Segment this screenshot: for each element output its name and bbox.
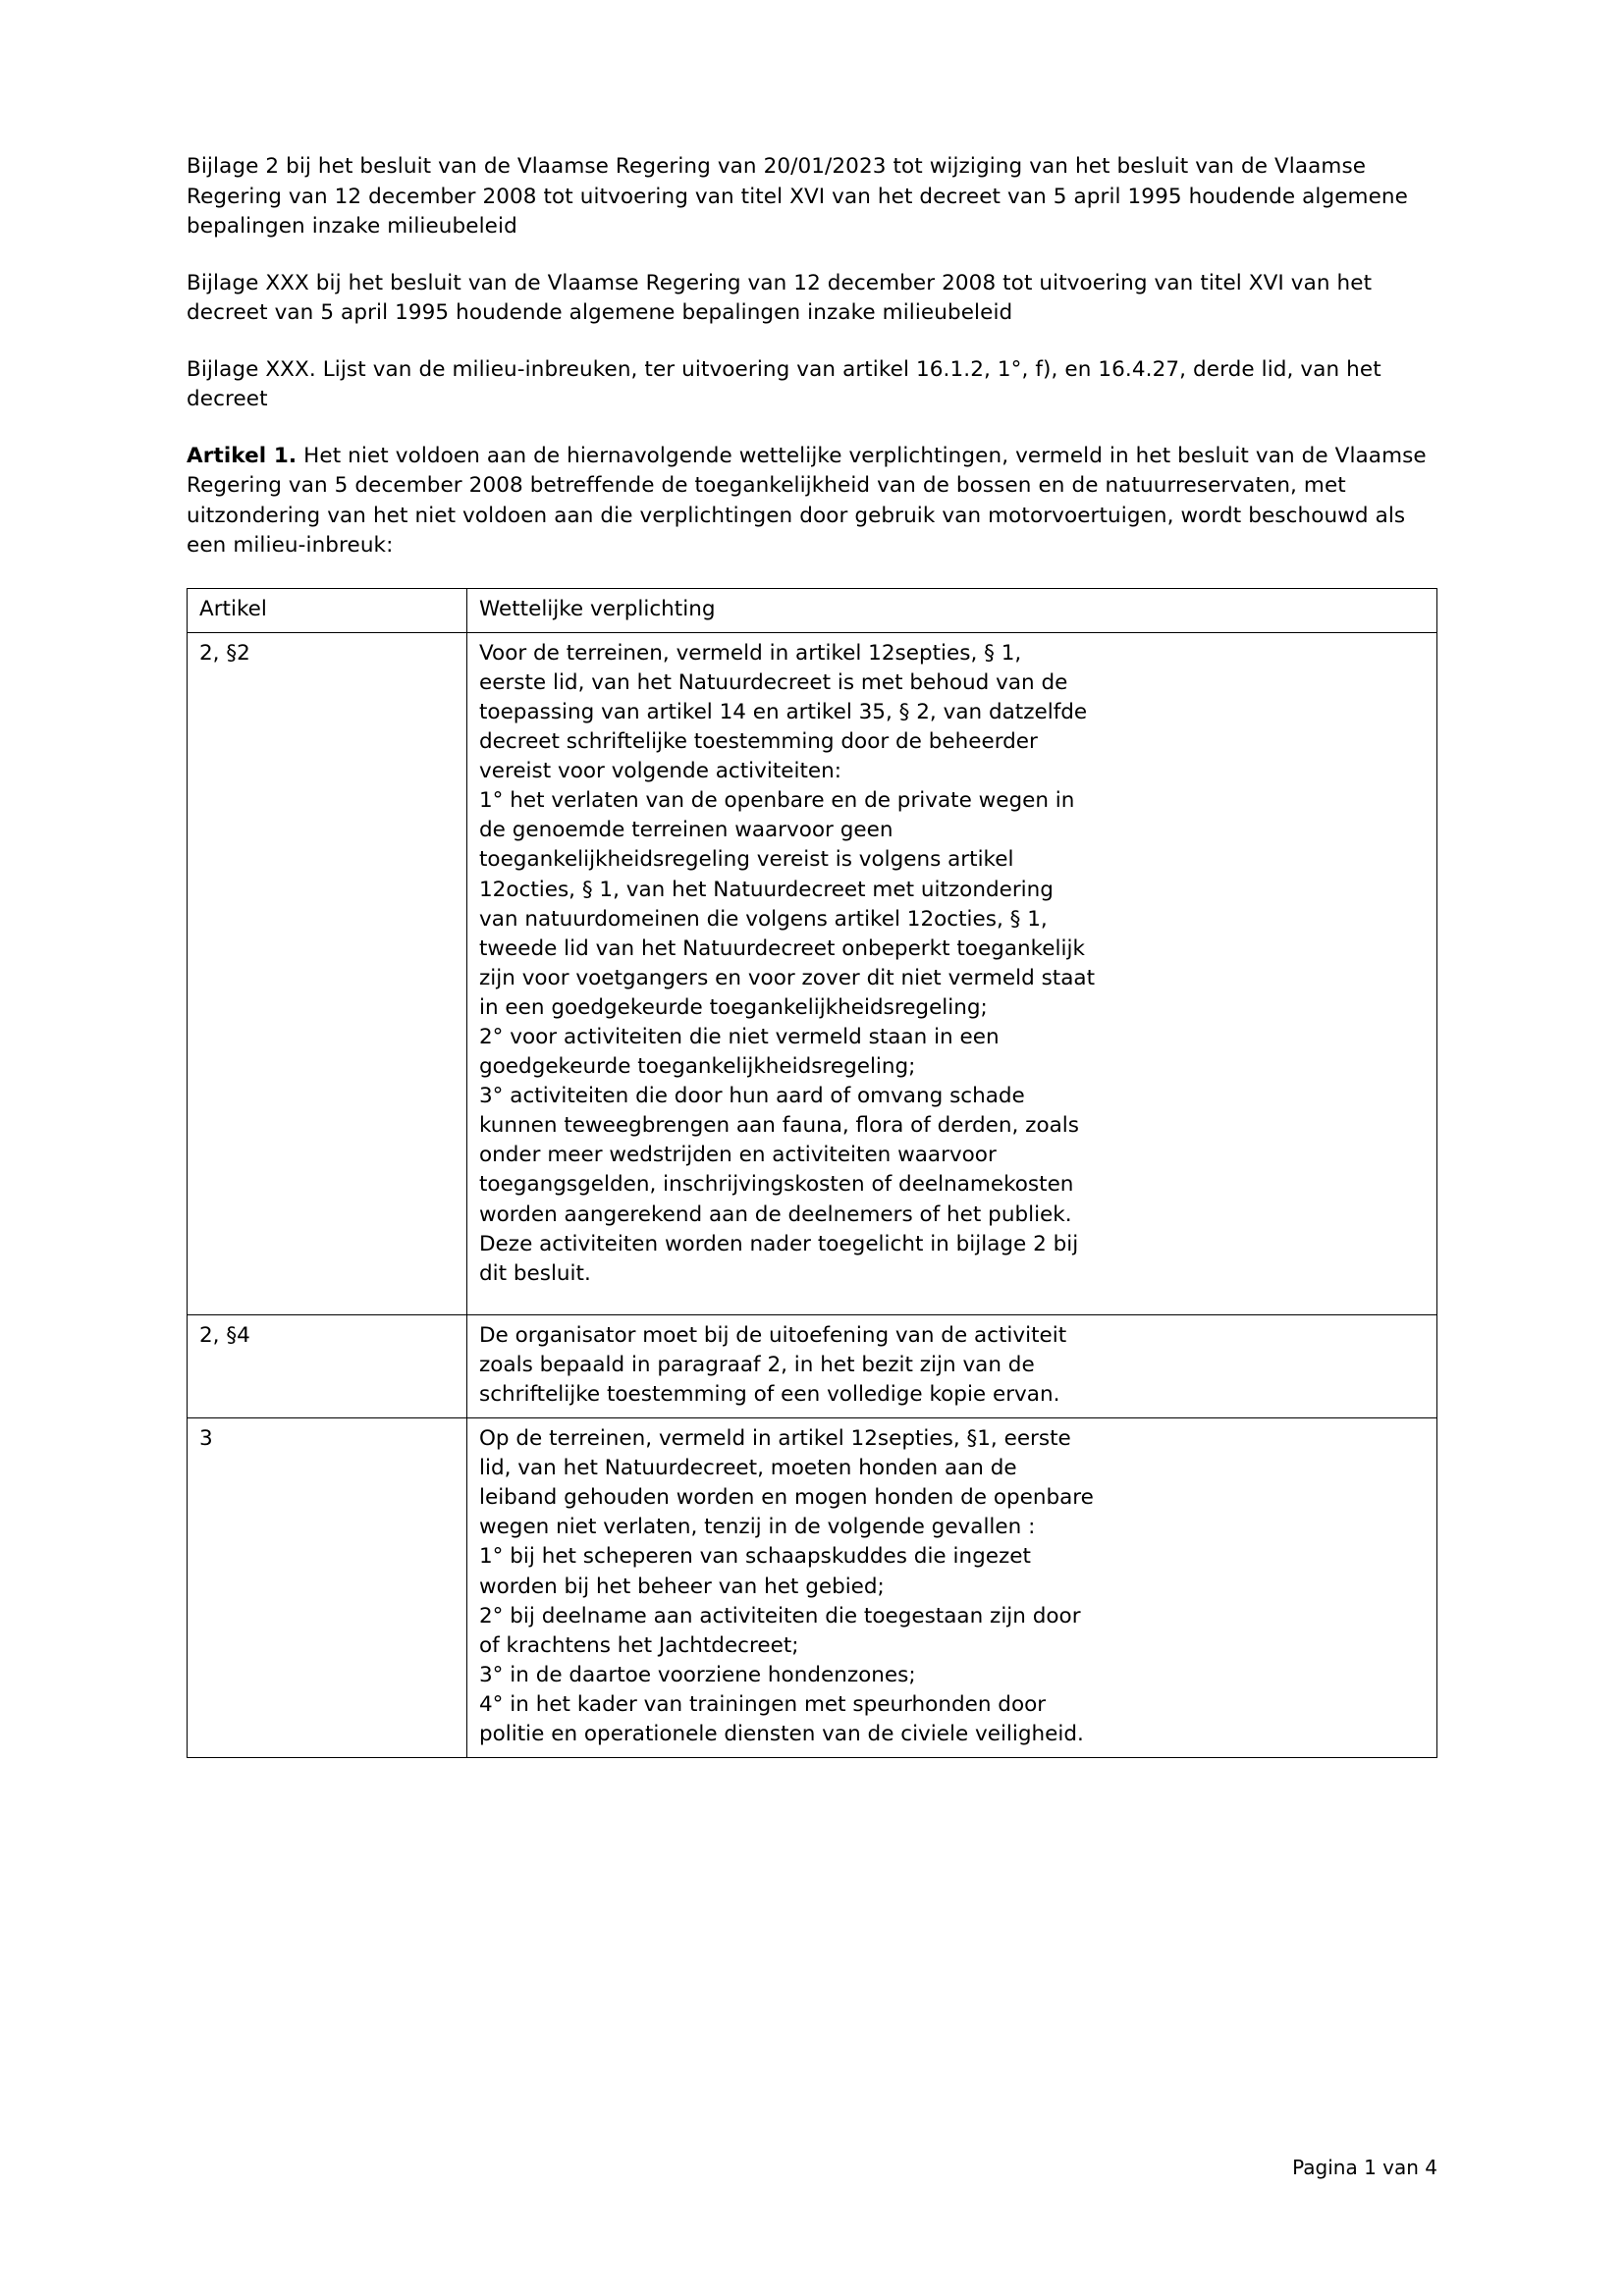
paragraph-bijlage-xxx: Bijlage XXX bij het besluit van de Vlaamse Regering van 12 december 2008 tot uitvoering van titel XVI van het decreet van 5 april 1995 houdende algemene bepalingen inzake milieubeleid — [187, 270, 1373, 326]
cell-line: zoals bepaald in paragraaf 2, in het bezit zijn van de — [479, 1352, 1035, 1377]
cell-line: 12octies, § 1, van het Natuurdecreet met uitzondering — [479, 877, 1054, 902]
cell-line: kunnen teweegbrengen aan fauna, flora of derden, zoals — [479, 1113, 1079, 1139]
cell-verplichting — [467, 632, 1437, 1314]
cell-line: goedgekeurde toegankelijkheidsregeling; — [479, 1054, 916, 1080]
artikel-1-label: Artikel 1. — [187, 443, 298, 468]
cell-line: onder meer wedstrijden en activiteiten waarvoor — [479, 1143, 997, 1168]
cell-line: dit besluit. — [479, 1260, 591, 1286]
cell-line: tweede lid van het Natuurdecreet onbeperkt toegankelijk — [479, 935, 1085, 961]
page-footer: Pagina 1 van 4 — [1292, 2156, 1437, 2179]
cell-line: politie en operationele diensten van de civiele veiligheid. — [479, 1722, 1084, 1747]
cell-verplichting — [467, 1314, 1437, 1417]
cell-line: 3° activiteiten die door hun aard of omvang schade — [479, 1084, 1025, 1109]
cell-line: zijn voor voetgangers en voor zover dit niet vermeld staat — [479, 965, 1096, 990]
column-header-artikel: Artikel — [188, 588, 467, 632]
cell-line: de genoemde terreinen waarvoor geen — [479, 818, 893, 843]
paragraph-bijlage-2: Bijlage 2 bij het besluit van de Vlaamse Regering van 20/01/2023 tot wijziging van het besluit van de Vlaamse Regering van 12 december 2008 tot uitvoering van titel XVI van het decreet van 5 april 1995 houdende algemene bepalingen inzake milieubeleid — [187, 154, 1408, 240]
column-header-verplichting: Wettelijke verplichting — [467, 588, 1437, 632]
cell-line: wegen niet verlaten, tenzij in de volgende gevallen : — [479, 1515, 1036, 1540]
cell-line: vereist voor volgende activiteiten: — [479, 759, 842, 784]
cell-line: toegangsgelden, inschrijvingskosten of deelnamekosten — [479, 1172, 1074, 1198]
cell-line: decreet schriftelijke toestemming door de beheerder — [479, 729, 1038, 755]
cell-line: toegankelijkheidsregeling vereist is volgens artikel — [479, 847, 1014, 873]
cell-line: 1° bij het scheperen van schaapskuddes die ingezet — [479, 1544, 1031, 1570]
cell-line: Deze activiteiten worden nader toegelicht in bijlage 2 bij — [479, 1231, 1079, 1256]
cell-line: in een goedgekeurde toegankelijkheidsregeling; — [479, 994, 988, 1020]
cell-line: lid, van het Natuurdecreet, moeten honden aan de — [479, 1456, 1017, 1481]
cell-line: Op de terreinen, vermeld in artikel 12septies, §1, eerste — [479, 1426, 1071, 1452]
cell-verplichting — [467, 1418, 1437, 1758]
cell-line: worden aangerekend aan de deelnemers of het publiek. — [479, 1201, 1072, 1227]
cell-line: De organisator moet bij de uitoefening van de activiteit — [479, 1322, 1067, 1348]
cell-line: schriftelijke toestemming of een volledige kopie ervan. — [479, 1382, 1060, 1408]
table-header-row — [188, 588, 1437, 632]
paragraph-bijlage-xxx-lijst: Bijlage XXX. Lijst van de milieu-inbreuken, ter uitvoering van artikel 16.1.2, 1°, f), en 16.4.27, derde lid, van het decreet — [187, 356, 1381, 412]
cell-artikel: 3 — [188, 1418, 467, 1758]
cell-line: 2° bij deelname aan activiteiten die toegestaan zijn door — [479, 1603, 1081, 1629]
table-row — [188, 1314, 1437, 1417]
cell-line: 1° het verlaten van de openbare en de private wegen in — [479, 788, 1075, 814]
law-table — [187, 588, 1437, 1758]
cell-line: Voor de terreinen, vermeld in artikel 12septies, § 1, — [479, 640, 1022, 666]
artikel-1-text: Het niet voldoen aan de hiernavolgende wettelijke verplichtingen, vermeld in het besluit van de Vlaamse Regering van 5 december 2008 betreffende de toegankelijkheid van de bossen en de natuurreservaten, met uitzondering van het niet voldoen aan die verplichtingen door gebruik van motorvoertuigen, wordt beschouwd als een milieu-inbreuk: — [187, 443, 1427, 559]
cell-line: leiband gehouden worden en mogen honden de openbare — [479, 1485, 1094, 1511]
cell-line: 3° in de daartoe voorziene hondenzones; — [479, 1662, 916, 1687]
table-row — [188, 632, 1437, 1314]
cell-line: of krachtens het Jachtdecreet; — [479, 1632, 799, 1658]
cell-line: toepassing van artikel 14 en artikel 35, § 2, van datzelfde — [479, 699, 1088, 724]
cell-artikel: 2, §4 — [188, 1314, 467, 1417]
cell-line: 2° voor activiteiten die niet vermeld staan in een — [479, 1024, 1000, 1049]
cell-artikel: 2, §2 — [188, 632, 467, 1314]
cell-line: van natuurdomeinen die volgens artikel 12octies, § 1, — [479, 906, 1048, 932]
table-row — [188, 1418, 1437, 1758]
cell-line: eerste lid, van het Natuurdecreet is met behoud van de — [479, 669, 1068, 695]
paragraph-artikel-1 — [187, 442, 1437, 561]
cell-line: worden bij het beheer van het gebied; — [479, 1574, 885, 1599]
cell-line: 4° in het kader van trainingen met speurhonden door — [479, 1691, 1047, 1717]
document-body — [187, 152, 1437, 1758]
